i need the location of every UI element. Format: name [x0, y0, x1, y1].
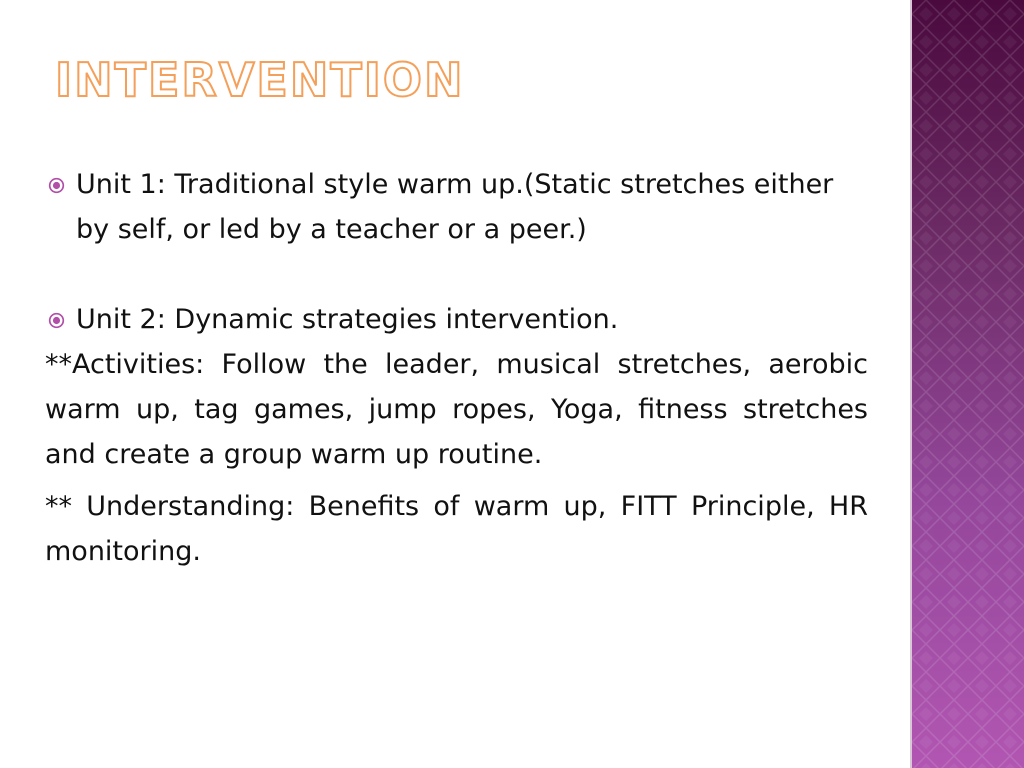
circle-dot-icon — [48, 312, 65, 329]
circle-dot-icon — [48, 177, 65, 194]
bullet-text: Unit 2: Dynamic strategies intervention. — [76, 304, 619, 335]
understanding-paragraph: ** Understanding: Benefits of warm up, FITT Principle, HR monitoring. — [45, 491, 868, 567]
slide-body — [45, 162, 868, 574]
bullet-item-unit-1 — [45, 162, 868, 252]
decorative-side-band — [912, 0, 1024, 768]
bullet-item-unit-2 — [45, 297, 868, 342]
activities-paragraph: **Activities: Follow the leader, musical stretches, aerobic warm up, tag games, jump ropes, Yoga, fitness stretches and create a group warm up routine. — [45, 349, 868, 470]
bullet-text: Unit 1: Traditional style warm up.(Static stretches either by self, or led by a teacher or a peer.) — [76, 169, 834, 245]
slide-title: INTERVENTION — [55, 53, 465, 107]
diamond-pattern — [912, 0, 1024, 768]
